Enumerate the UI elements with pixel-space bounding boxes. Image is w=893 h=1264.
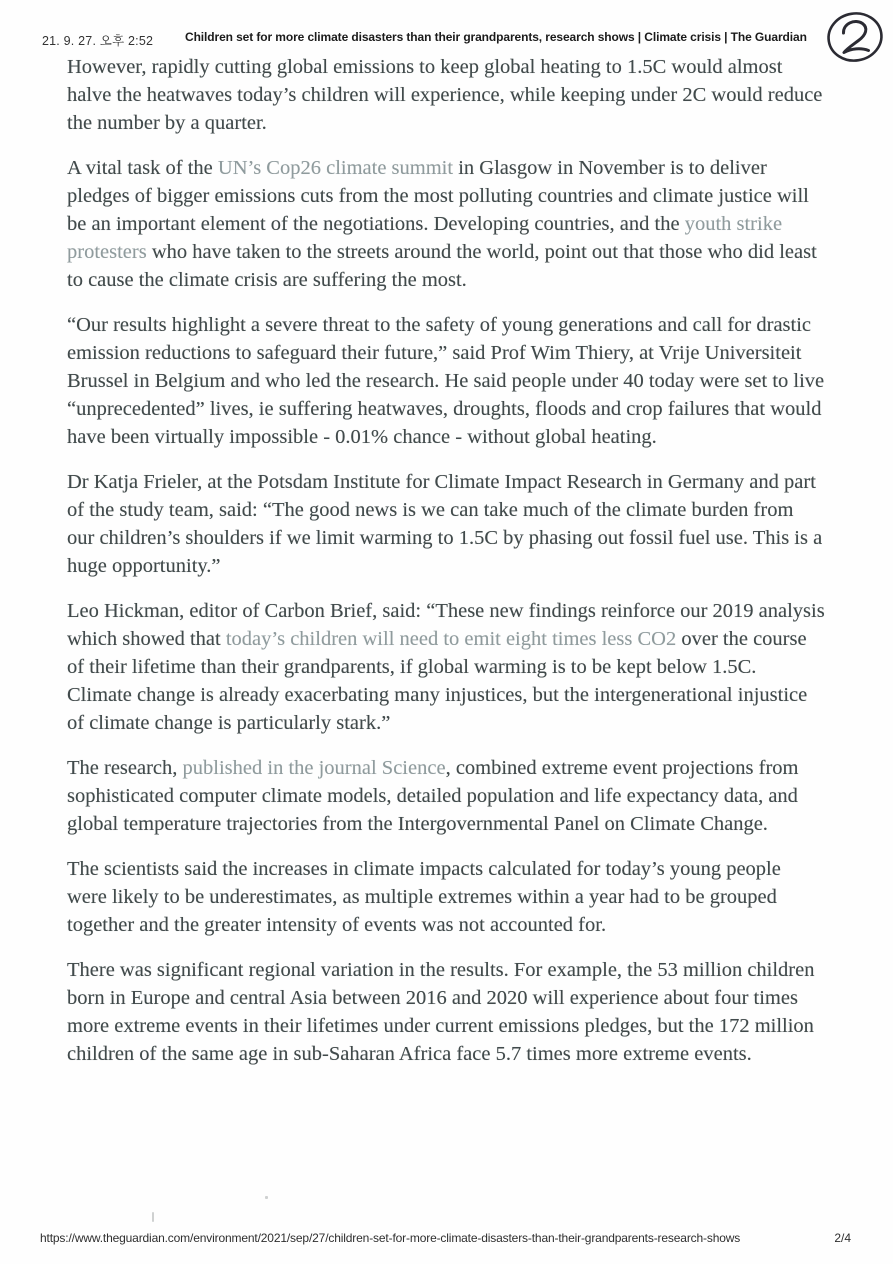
article-paragraph — [67, 956, 825, 1068]
article-link: today’s children will need to emit eight times less CO2 — [225, 628, 677, 650]
article-text: A vital task of the — [67, 157, 218, 179]
article-text: However, rapidly cutting global emissions to keep global heating to 1.5C would almost halve the heatwaves today’s children will experience, while keeping under 2C would reduce the number by a quarter. — [67, 56, 823, 134]
article-text: , combined extreme event projections from sophisticated computer climate models, detailed population and life expectancy data, and global temperature trajectories from the Intergovernmental Panel on Climate Change. — [67, 757, 799, 835]
article-paragraph — [67, 597, 825, 737]
article-text: The scientists said the increases in climate impacts calculated for today’s young people were likely to be underestimates, as multiple extremes within a year had to be grouped together and the greater intensity of events was not accounted for. — [67, 858, 781, 936]
article-paragraph — [67, 468, 825, 580]
article-text: Dr Katja Frieler, at the Potsdam Institute for Climate Impact Research in Germany and part of the study team, said: “The good news is we can take much of the climate burden from our children’s shoulders if we limit warming to 1.5C by phasing out fossil fuel use. This is a huge opportunity.” — [67, 471, 823, 577]
handwritten-circled-2-mark — [823, 7, 887, 65]
article-text: There was significant regional variation in the results. For example, the 53 million children born in Europe and central Asia between 2016 and 2020 will experience about four times more extreme events in their lifetimes under current emissions pledges, but the 172 million children of the same age in sub-Saharan Africa face 5.7 times more extreme events. — [67, 959, 815, 1065]
article-text: in Glasgow in November is to deliver pledges of bigger emissions cuts from the most polluting countries and climate justice will be an important element of the negotiations. Developing countries, and the — [67, 157, 809, 235]
article-text: over the course of their lifetime than their grandparents, if global warming is to be kept below 1.5C. Climate change is already exacerbating many injustices, but the intergenerational injustice of climate change is particularly stark.” — [67, 628, 808, 734]
article-paragraph — [67, 754, 825, 838]
print-document-title: Children set for more climate disasters than their grandparents, research shows | Climate crisis | The Guardian — [185, 30, 807, 44]
article-link: youth strike protesters — [67, 213, 783, 263]
print-datetime: 21. 9. 27. 오후 2:52 — [42, 34, 154, 48]
article-paragraph — [67, 311, 825, 451]
article-body — [67, 53, 825, 1085]
article-text: who have taken to the streets around the world, point out that those who did least to cause the climate crisis are suffering the most. — [67, 241, 817, 291]
article-text: The research, — [67, 757, 183, 779]
article-link: UN’s Cop26 climate summit — [217, 157, 454, 179]
article-paragraph — [67, 855, 825, 939]
scan-artifact — [265, 1196, 268, 1199]
article-paragraph — [67, 154, 825, 294]
article-text: “Our results highlight a severe threat to the safety of young generations and call for drastic emission reductions to safeguard their future,” said Prof Wim Thiery, at Vrije Universiteit Brussel in Belgium and who led the research. He said people under 40 today were set to live “unprecedented” lives, ie suffering heatwaves, droughts, floods and crop failures that would have been virtually impossible - 0.01% chance - without global heating. — [67, 314, 825, 448]
article-paragraph — [67, 53, 825, 137]
article-link: published in the journal Science — [182, 757, 446, 779]
scan-artifact — [152, 1212, 154, 1222]
print-header — [0, 30, 893, 48]
print-source-url: https://www.theguardian.com/environment/2021/sep/27/children-set-for-more-climate-disasters-than-their-grandparents-research-shows — [40, 1231, 741, 1245]
article-text: Leo Hickman, editor of Carbon Brief, said: “These new findings reinforce our 2019 analysis which showed that — [67, 600, 825, 650]
print-page-indicator: 2/4 — [834, 1231, 851, 1245]
print-footer — [40, 1231, 853, 1245]
